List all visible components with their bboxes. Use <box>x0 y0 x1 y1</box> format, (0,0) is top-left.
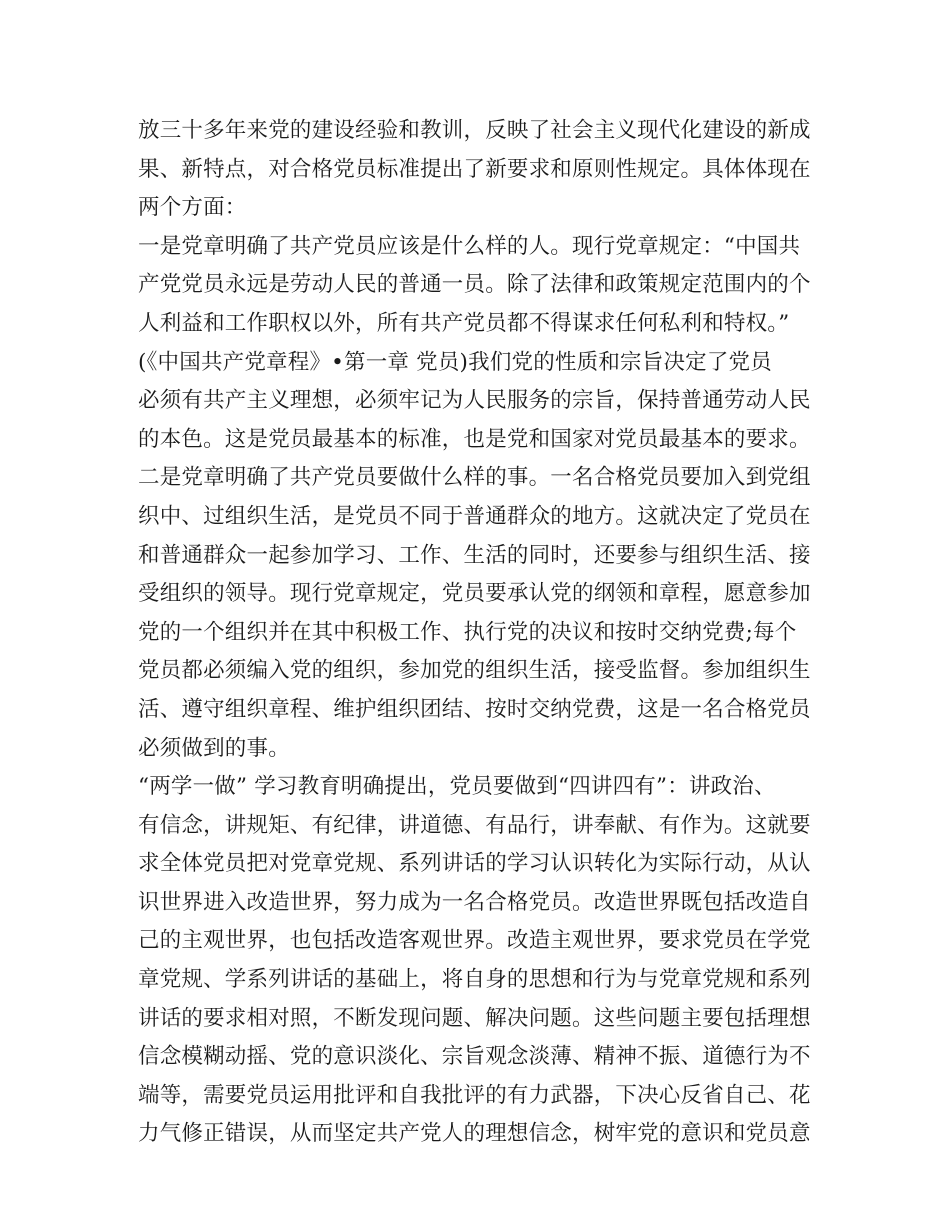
text-line: 必须有共产主义理想，必须牢记为人民服务的宗旨，保持普通劳动人民 <box>138 388 811 414</box>
text-line: 有信念，讲规矩、有纪律，讲道德、有品行，讲奉献、有作为。这就要 <box>138 812 811 838</box>
text-line: 章党规、学系列讲话的基础上，将自身的思想和行为与党章党规和系列 <box>138 967 811 993</box>
text-line: 果、新特点，对合格党员标准提出了新要求和原则性规定。具体体现在 <box>138 156 811 182</box>
text-line: 织中、过组织生活，是党员不同于普通群众的地方。这就决定了党员在 <box>138 503 811 529</box>
text-line: 讲话的要求相对照，不断发现问题、解决问题。这些问题主要包括理想 <box>138 1005 811 1031</box>
text-line: 活、遵守组织章程、维护组织团结、按时交纳党费，这是一名合格党员 <box>138 696 811 722</box>
text-line: 端等，需要党员运用批评和自我批评的有力武器，下决心反省自己、花 <box>138 1082 811 1108</box>
body-text <box>138 112 828 1154</box>
text-line: 力气修正错误，从而坚定共产党人的理想信念，树牢党的意识和党员意 <box>138 1121 811 1147</box>
text-line: 和普通群众一起参加学习、工作、生活的同时，还要参与组织生活、接 <box>138 542 811 568</box>
text-line: 受组织的领导。现行党章规定，党员要承认党的纲领和章程，愿意参加 <box>138 581 811 607</box>
text-line: 放三十多年来党的建设经验和教训，反映了社会主义现代化建设的新成 <box>138 118 811 143</box>
text-line: 人利益和工作职权以外，所有共产党员都不得谋求任何私利和特权。” <box>138 310 790 336</box>
text-line: 求全体党员把对党章党规、系列讲话的学习认识转化为实际行动，从认 <box>138 851 811 877</box>
text-line: 的本色。这是党员最基本的标准，也是党和国家对党员最基本的要求。 <box>138 426 811 452</box>
text-line: “两学一做” 学习教育明确提出，党员要做到“四讲四有”：讲政治、 <box>138 774 776 800</box>
text-line: 识世界进入改造世界，努力成为一名合格党员。改造世界既包括改造自 <box>138 889 811 915</box>
text-line: 产党党员永远是劳动人民的普通一员。除了法律和政策规定范围内的个 <box>138 272 811 298</box>
text-line: 一是党章明确了共产党员应该是什么样的人。现行党章规定：“中国共 <box>138 233 801 259</box>
text-line: 党的一个组织并在其中积极工作、执行党的决议和按时交纳党费;每个 <box>138 619 797 645</box>
text-line: 信念模糊动摇、党的意识淡化、宗旨观念淡薄、精神不振、道德行为不 <box>138 1044 811 1070</box>
text-line: (《中国共产党章程》•第一章 党员)我们党的性质和宗旨决定了党员 <box>138 349 772 375</box>
text-line: 己的主观世界，也包括改造客观世界。改造主观世界，要求党员在学党 <box>138 928 811 954</box>
text-line: 必须做到的事。 <box>138 735 290 761</box>
text-line: 二是党章明确了共产党员要做什么样的事。一名合格党员要加入到党组 <box>138 465 811 491</box>
text-line: 党员都必须编入党的组织，参加党的组织生活，接受监督。参加组织生 <box>138 658 811 684</box>
text-line: 两个方面： <box>138 195 247 221</box>
